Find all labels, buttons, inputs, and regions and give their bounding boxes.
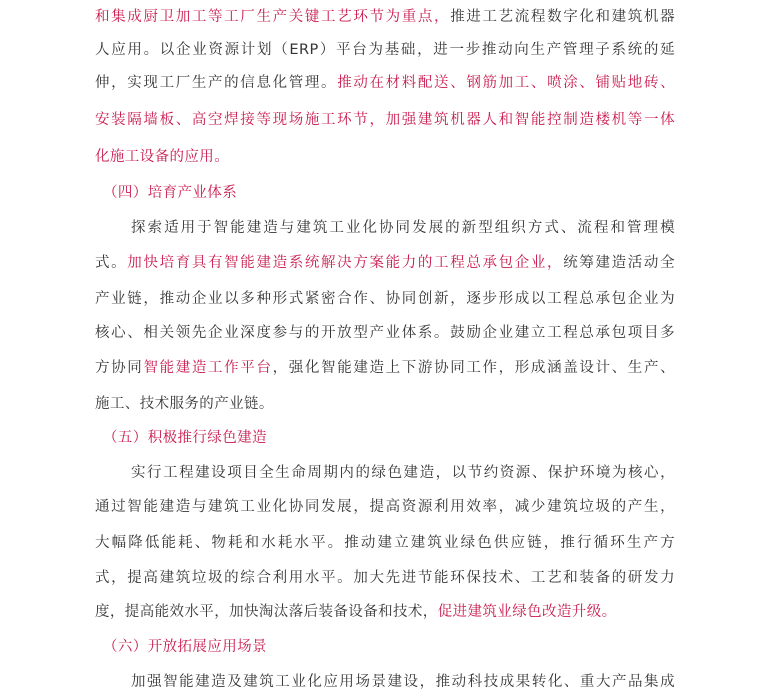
body-text: 度，提高能效水平，加快淘汰落后装备设备和技术， <box>95 604 438 620</box>
paragraph-3-line-4: 式，提高建筑垃圾的综合利用水平。加大先进节能环保技术、工艺和装备的研发力 <box>95 570 675 586</box>
paragraph-3-line-2: 通过智能建造与建筑工业化协同发展，提高资源利用效率，减少建筑垃圾的产生， <box>95 499 675 515</box>
paragraph-2-line-3: 产业链，推动企业以多种形式紧密合作、协同创新，逐步形成以工程总承包企业为 <box>95 291 675 307</box>
paragraph-3-line-5 <box>95 597 675 627</box>
paragraph-2-line-5 <box>95 353 675 383</box>
paragraph-1-line-3 <box>95 68 675 98</box>
paragraph-1-line-4 <box>95 105 675 135</box>
highlight-text: 加快培育具有智能建造系统解决方案能力的工程总承包企业， <box>127 255 564 271</box>
section-heading-5: （五）积极推行绿色建造 <box>103 430 267 446</box>
body-text: 方协同 <box>95 360 144 376</box>
body-text: ，强化智能建造上下游协同工作，形成涵盖设计、生产、 <box>272 360 675 376</box>
highlight-text: 安装隔墙板、高空焊接等现场施工环节， <box>95 112 386 128</box>
highlight-text: 智能建造工作平台 <box>143 360 273 376</box>
body-text: 统筹建造活动全 <box>563 255 675 271</box>
body-text: 推进工艺流程数字化和建筑机器 <box>450 9 675 25</box>
highlight-text: 加强建筑机器人和智能控制造楼机等一体 <box>385 112 675 128</box>
highlight-text: 促进建筑业绿色改造升级。 <box>437 604 617 620</box>
paragraph-2-line-4: 核心、相关领先企业深度参与的开放型产业体系。鼓励企业建立工程总承包项目多 <box>95 325 675 341</box>
body-text: 伸，实现工厂生产的信息化管理。 <box>95 75 338 91</box>
paragraph-3-line-3: 大幅降低能耗、物耗和水耗水平。推动建立建筑业绿色供应链，推行循环生产方 <box>95 535 675 551</box>
paragraph-4-line-1: 加强智能建造及建筑工业化应用场景建设，推动科技成果转化、重大产品集成 <box>131 674 675 690</box>
paragraph-1-line-5: 化施工设备的应用。 <box>95 149 230 165</box>
paragraph-2-line-6: 施工、技术服务的产业链。 <box>95 396 274 412</box>
highlight-text: 和集成厨卫加工等工厂生产关键工艺环节为重点， <box>95 9 451 25</box>
section-heading-4: （四）培育产业体系 <box>103 185 238 201</box>
body-text: 式。 <box>95 255 128 271</box>
paragraph-1-line-2: 人应用。以企业资源计划（ERP）平台为基础，进一步推动向生产管理子系统的延 <box>95 42 675 58</box>
paragraph-3-line-1: 实行工程建设项目全生命周期内的绿色建造，以节约资源、保护环境为核心， <box>131 465 675 481</box>
highlight-text: 推动在材料配送、钢筋加工、喷涂、铺贴地砖、 <box>337 75 675 91</box>
paragraph-1-line-1 <box>95 2 675 32</box>
paragraph-2-line-2 <box>95 248 675 278</box>
paragraph-2-line-1: 探索适用于智能建造与建筑工业化协同发展的新型组织方式、流程和管理模 <box>131 220 675 236</box>
section-heading-6: （六）开放拓展应用场景 <box>103 639 267 655</box>
